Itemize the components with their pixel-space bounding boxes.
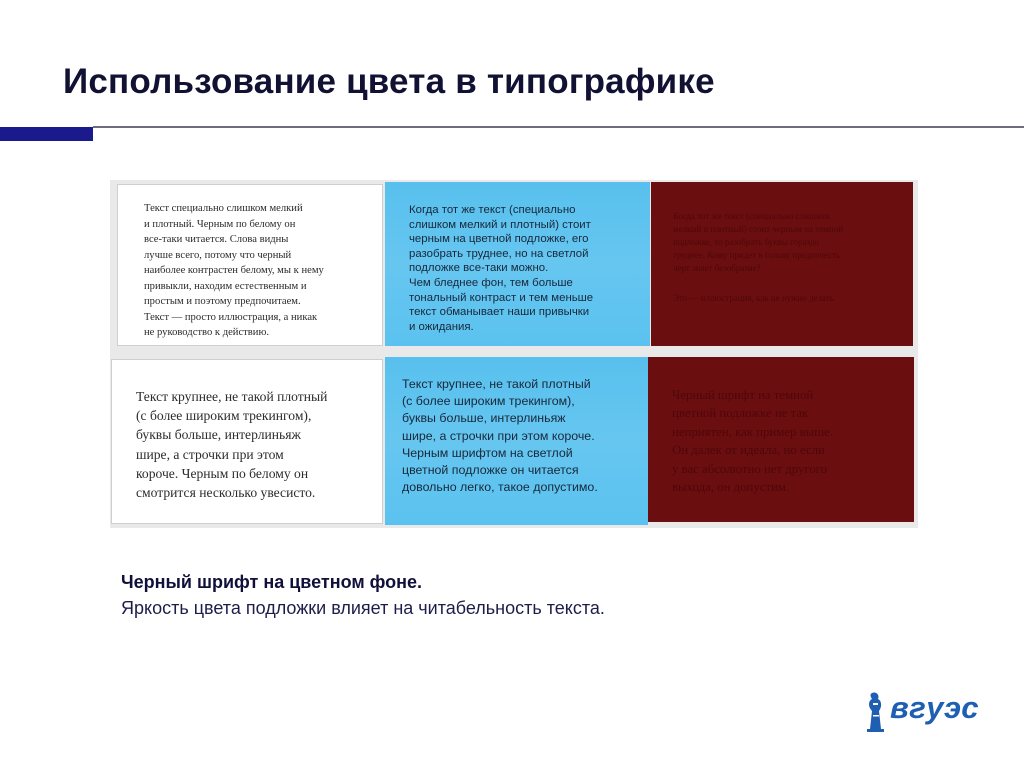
panel-top-blue-text: Когда тот же текст (специально слишком мелкий и плотный) стоит черным на цветной подложке, его разобрать труднее, но на светлой подложке все-таки можно. Чем бледнее фон, тем больше тональный контраст и тем меньше текст обманывает наши привычки и ожидания. [409, 204, 594, 333]
panel-top-dark-red [651, 182, 913, 346]
panel-top-white-text: Текст специально слишком мелкий и плотный. Черным по белому он все-таки читается. Слова видны лучше всего, потому что черный наиболее контрастен белому, мы к нему привыкли, находим естественным и простым и поэтому предпочитаем. Текст — просто иллюстрация, а никак не руководство к действию. [144, 203, 324, 338]
panel-bottom-dark-red [648, 357, 914, 522]
panel-bottom-white-text: Текст крупнее, не такой плотный (с более широким трекингом), буквы больше, интерлиньяж шире, а строчки при этом короче. Черным по белому он смотрится несколько увесисто. [136, 389, 328, 501]
panel-top-red-note: Это — иллюстрация, как не нужно делать [673, 293, 834, 303]
panel-top-white [117, 184, 383, 346]
caption [121, 570, 605, 622]
caption-text: Яркость цвета подложки влияет на читабельность текста. [121, 598, 605, 618]
panel-bottom-red-text: Черный шрифт на темной цветной подложке не так неприятен, как пример выше. Он далек от идеала, но если у вас абсолютно нет другого выхода, он допустим. [672, 388, 833, 495]
caption-heading: Черный шрифт на цветном фоне. [121, 572, 423, 592]
panel-bottom-blue-text: Текст крупнее, не такой плотный (с более широким трекингом), буквы больше, интерлиньяж шире, а строчки при этом короче. Черным шрифтом на светлой цветной подложке он читается довольно легко, такое допустимо. [402, 377, 598, 495]
panel-top-red-text: Когда тот же текст (специально слишком мелкий и плотный) стоит черным на темной подложке, то разобрать буквы гораздо труднее. Кому придет в голову предпочесть черт знает безобразие? [673, 211, 844, 273]
title-accent-bar [0, 127, 93, 141]
panel-top-blue [385, 182, 650, 346]
slide-title: Использование цвета в типографике [63, 62, 715, 101]
title-rule [93, 126, 1024, 128]
logo-wordmark: вгуэс [890, 690, 979, 725]
panel-bottom-white [111, 359, 383, 524]
panel-bottom-blue [385, 357, 648, 525]
